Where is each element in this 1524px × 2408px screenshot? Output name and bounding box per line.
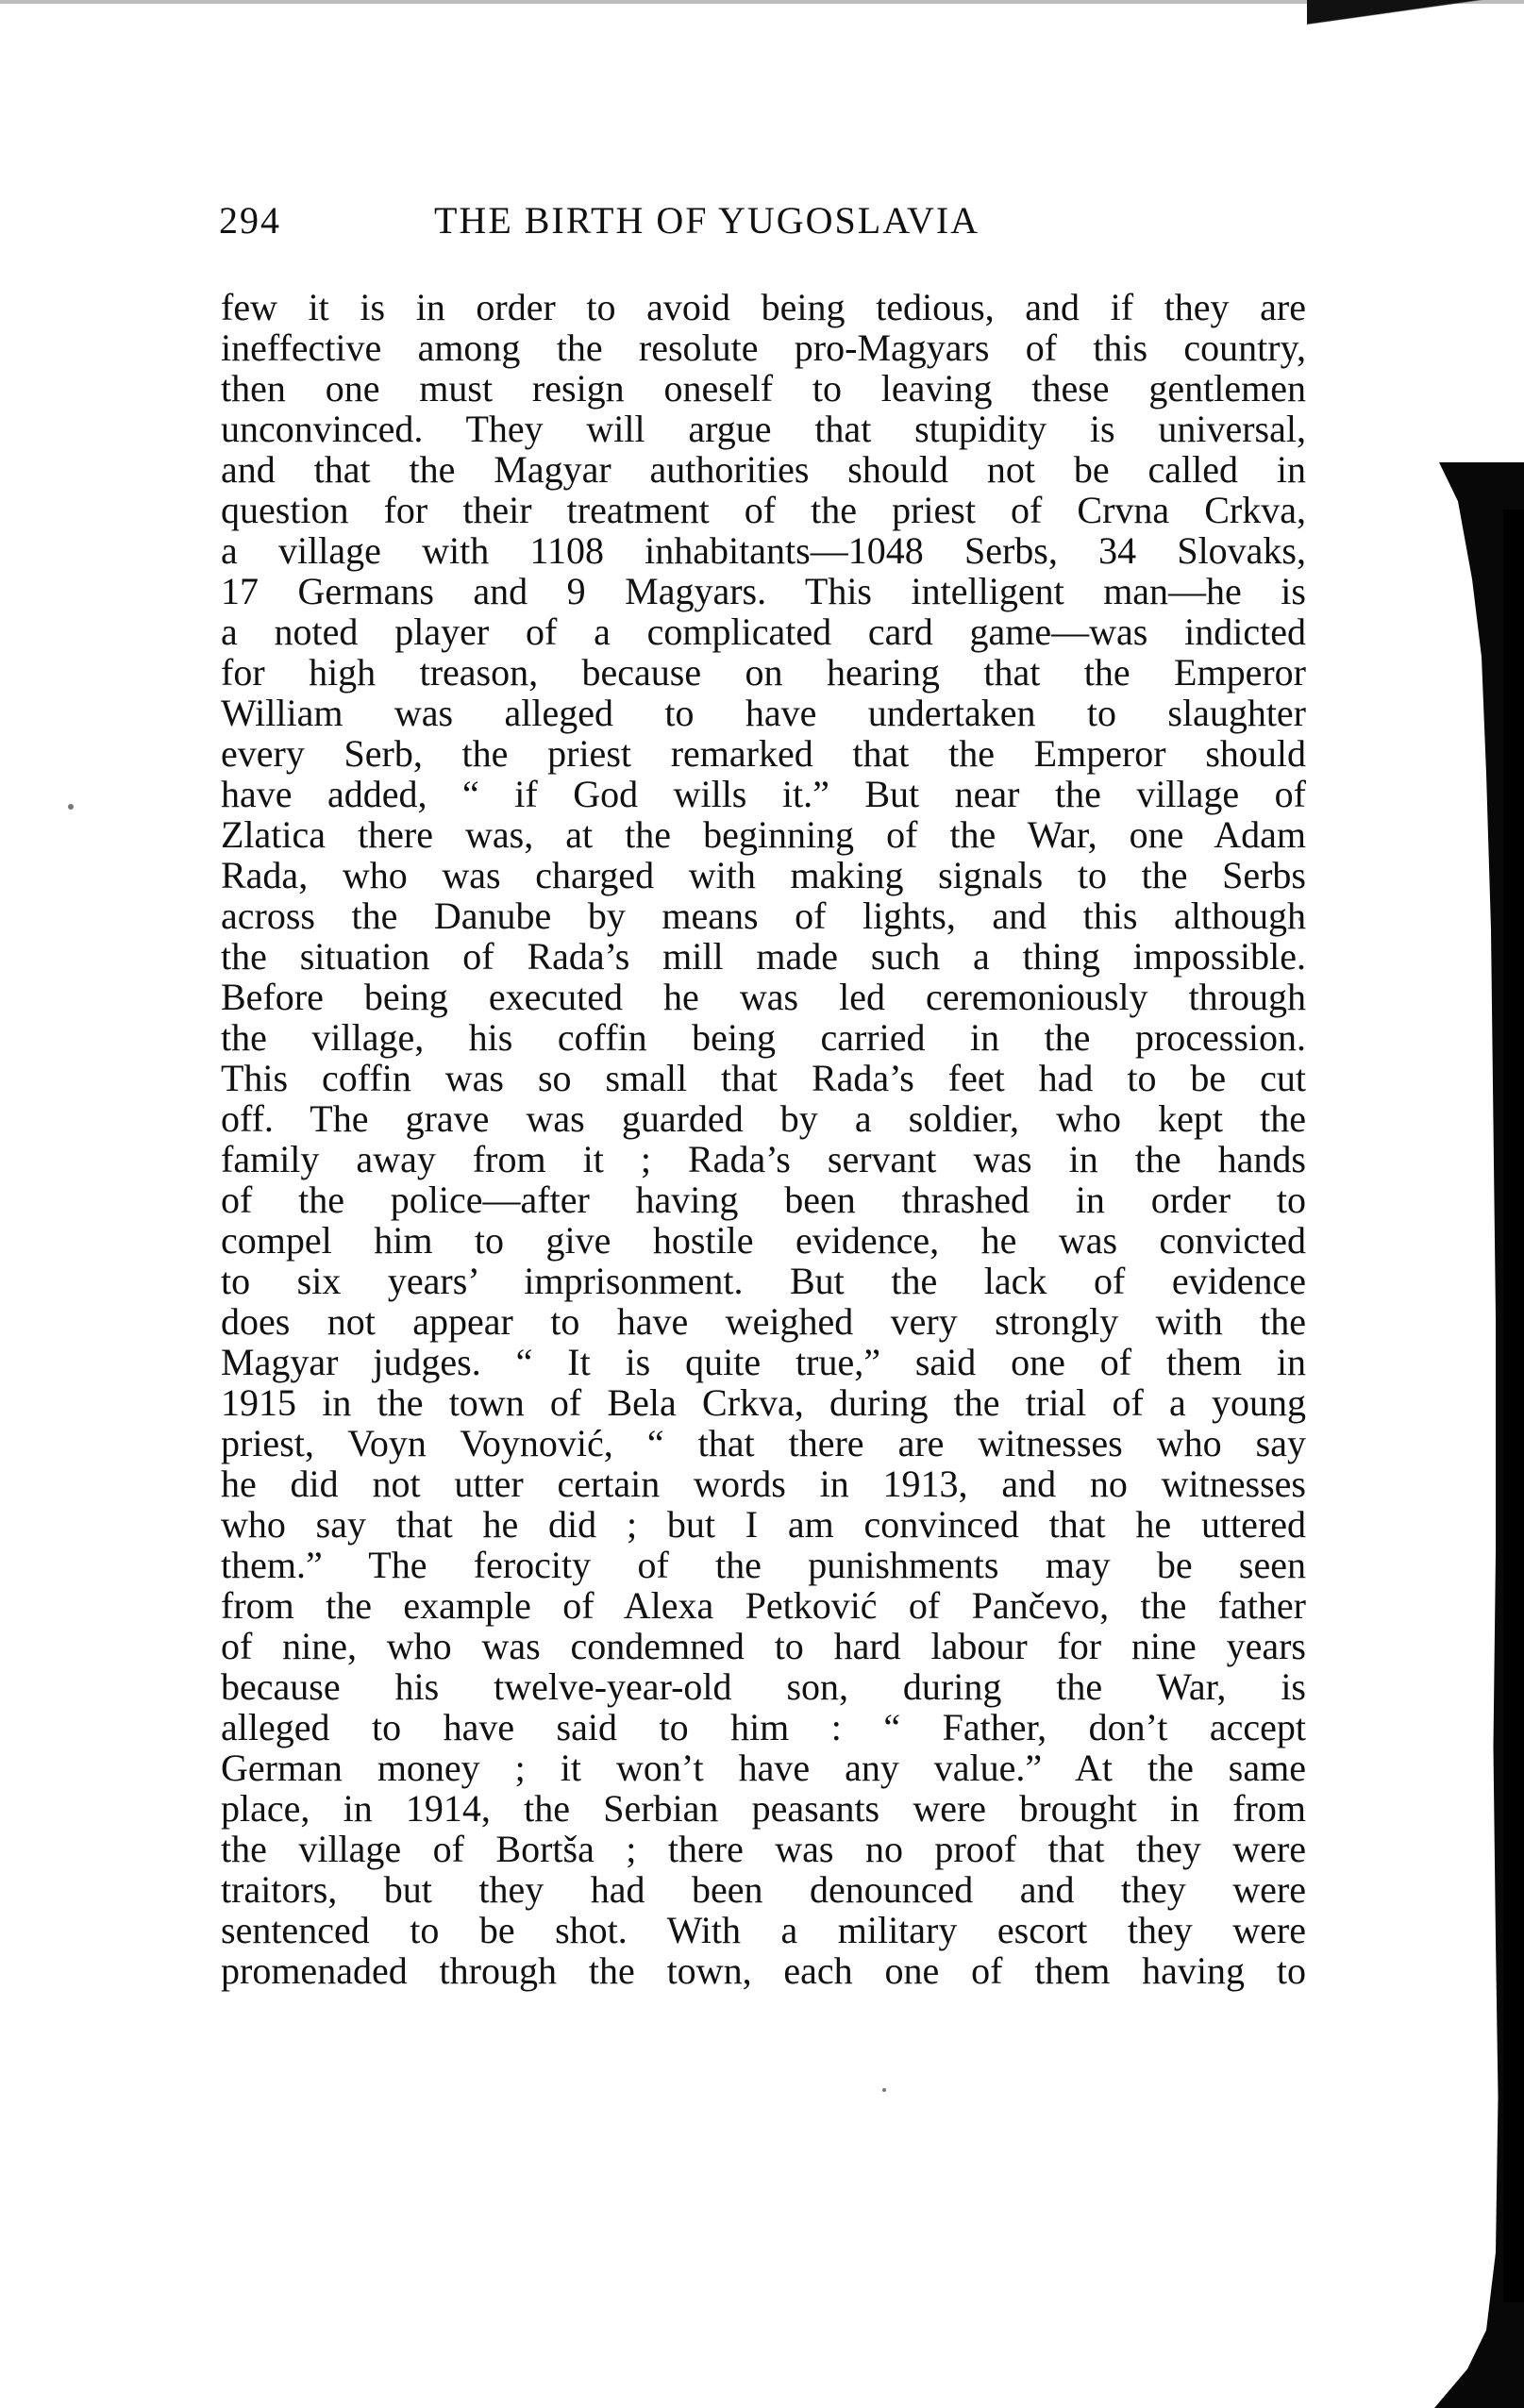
text-line: compel him to give hostile evidence, he was convicted (221, 1219, 1306, 1262)
text-line: a noted player of a complicated card game—was indicted (221, 610, 1306, 653)
text-line: priest, Voyn Voynović, “ that there are witnesses who say (221, 1422, 1306, 1464)
text-line: Magyar judges. “ It is quite true,” said one of them in (221, 1341, 1306, 1383)
running-head (219, 198, 1115, 255)
text-line: This coffin was so small that Rada’s feet had to be cut (221, 1057, 1306, 1099)
text-line: alleged to have said to him : “ Father, don’t accept (221, 1706, 1306, 1748)
text-line: promenaded through the town, each one of them having to (221, 1949, 1306, 1992)
text-line: few it is in order to avoid being tedious, and if they are (221, 286, 1306, 328)
text-line: of nine, who was condemned to hard labour for nine years (221, 1625, 1306, 1667)
text-line: Rada, who was charged with making signals to the Serbs (221, 854, 1306, 896)
text-line: place, in 1914, the Serbian peasants were brought in from (221, 1787, 1306, 1830)
text-line: have added, “ if God wills it.” But near the village of (221, 773, 1306, 815)
scan-edge-strip (1503, 510, 1524, 2302)
text-line: from the example of Alexa Petković of Pančevo, the father (221, 1584, 1306, 1627)
text-line: because his twelve-year-old son, during the War, is (221, 1665, 1306, 1708)
text-line: who say that he did ; but I am convinced that he uttered (221, 1503, 1306, 1546)
text-line: them.” The ferocity of the punishments may be seen (221, 1544, 1306, 1586)
scan-speck (68, 804, 74, 810)
text-line: ineffective among the resolute pro-Magyars of this country, (221, 326, 1306, 369)
text-line: traitors, but they had been denounced and they were (221, 1868, 1306, 1911)
text-line: sentenced to be shot. With a military escort they were (221, 1909, 1306, 1951)
text-line: then one must resign oneself to leaving these gentlemen (221, 367, 1306, 410)
text-line: the village of Bortša ; there was no proof that they were (221, 1828, 1306, 1870)
text-line: 17 Germans and 9 Magyars. This intelligent man—he is (221, 570, 1306, 612)
text-line: does not appear to have weighed very strongly with the (221, 1300, 1306, 1343)
text-line: of the police—after having been thrashed in order to (221, 1179, 1306, 1221)
scan-corner-mark (1307, 0, 1524, 32)
text-line: Before being executed he was led ceremoniously through (221, 976, 1306, 1018)
text-line: he did not utter certain words in 1913, and no witnesses (221, 1463, 1306, 1505)
text-line: William was alleged to have undertaken to slaughter (221, 692, 1306, 734)
text-line: for high treason, because on hearing that the Emperor (221, 651, 1306, 694)
text-line: every Serb, the priest remarked that the Emperor should (221, 732, 1306, 775)
text-line: the situation of Rada’s mill made such a thing impossible. (221, 935, 1306, 978)
text-line: question for their treatment of the priest of Crvna Crkva, (221, 489, 1306, 531)
book-title: THE BIRTH OF YUGOSLAVIA (434, 199, 980, 242)
text-line: German money ; it won’t have any value.” At the same (221, 1747, 1306, 1789)
page-top-edge (0, 0, 1524, 4)
text-line: 1915 in the town of Bela Crkva, during the trial of a young (221, 1381, 1306, 1424)
text-line: across the Danube by means of lights, and this although (221, 895, 1306, 937)
text-line: and that the Magyar authorities should not be called in (221, 448, 1306, 491)
text-line: the village, his coffin being carried in the procession. (221, 1016, 1306, 1059)
text-line: a village with 1108 inhabitants—1048 Serbs, 34 Slovaks, (221, 529, 1306, 572)
body-text (221, 287, 1306, 1991)
text-line: unconvinced. They will argue that stupidity is universal, (221, 408, 1306, 450)
text-line: family away from it ; Rada’s servant was in the hands (221, 1138, 1306, 1180)
scan-speck (882, 2088, 886, 2092)
text-line: to six years’ imprisonment. But the lack of evidence (221, 1260, 1306, 1302)
text-line: Zlatica there was, at the beginning of the War, one Adam (221, 813, 1306, 856)
page-edge-shadow (1288, 462, 1524, 2408)
text-line: off. The grave was guarded by a soldier, who kept the (221, 1097, 1306, 1140)
page-number: 294 (219, 199, 281, 242)
